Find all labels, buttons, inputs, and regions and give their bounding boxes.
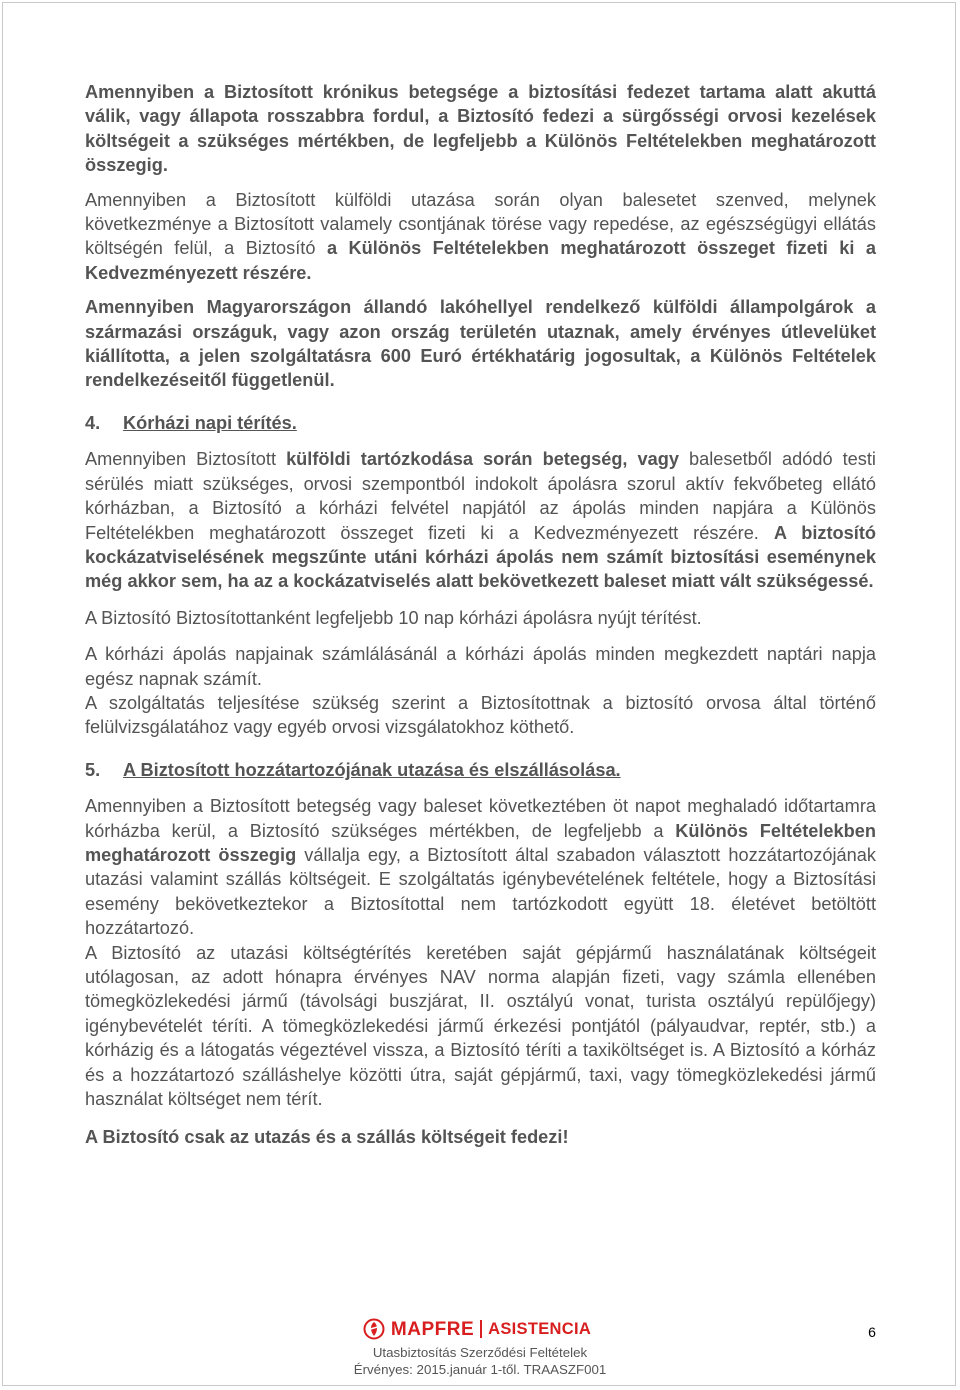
paragraph-hospital-daily-text-b: balesetből adódó testi sérülés miatt szükséges, orvosi szempontból indokolt ápolásra szorul aktív fekvőbeteg ellátó kórházban, a Biztosító a kórházi felvétel napjától az ápolás minden napjára a Különös Feltételékben meghatározott összeget fizeti ki a Kedvezményezett részére.: [85, 449, 876, 543]
mapfre-logo-icon: [363, 1318, 385, 1340]
section-heading-5: [85, 758, 876, 782]
paragraph-bone-fracture-text: Amennyiben a Biztosított külföldi utazása során olyan balesetet szenved, melynek következménye a Biztosított valamely csontjának törése vagy repedése, az egészségügyi ellátás költségén felül, a Biztosító: [85, 189, 876, 259]
paragraph-chronic-illness: Amennyiben a Biztosított krónikus betegsége a biztosítási fedezet tartama alatt akuttá válik, vagy állapota rosszabbra fordul, a Biztosító fedezi a sürgősségi orvosi kezelések költségeit a szükséges mértékben, de legfeljebb a Különös Feltételekben meghatározott összegig.: [85, 82, 876, 176]
brand-subname: ASISTENCIA: [488, 1319, 592, 1338]
paragraph-hospital-daily-text-a: Amennyiben Biztosított: [85, 449, 287, 470]
mapfre-logo: [363, 1318, 591, 1340]
section-number: 5.: [85, 759, 101, 780]
paragraph-day-counting: A kórházi ápolás napjainak számlálásánál a kórházi ápolás minden megkezdett naptári napja egész napnak számít.: [85, 644, 876, 689]
logo-divider: [480, 1320, 482, 1338]
section-title: Kórházi napi térítés.: [123, 412, 297, 433]
paragraph-hospital-daily-bold-b: A biztosító kockázatviselésének megszűnte utáni kórházi ápolás nem számít biztosítási eseménynek még akkor sem, ha az a kockázatviselés alatt bekövetkezett baleset miatt vált szükségessé.: [85, 522, 877, 592]
paragraph-relative-travel-bold: Különös Feltételekben meghatározott összegig: [85, 820, 876, 865]
paragraph-hospital-daily-bold-a: külföldi tartózkodása során betegség, vagy: [286, 449, 679, 470]
page-footer: [0, 1318, 960, 1378]
paragraph-hospital-daily: [85, 447, 876, 593]
paragraph-bone-fracture-bold: a Különös Feltételekben meghatározott összeget fizeti ki a Kedvezményezett részére.: [85, 238, 876, 283]
paragraph-relative-travel-text-a: Amennyiben a Biztosított betegség vagy baleset következtében öt napot meghaladó időtartamra kórházba kerül, a Biztosító szükséges mértékben, de legfeljebb a: [85, 796, 876, 841]
paragraph-service-condition: A szolgáltatás teljesítése szükség szerint a Biztosítottnak a biztosító orvosa által történő felülvizsgálatához vagy egyéb orvosi vizsgálatokhoz köthető.: [85, 692, 876, 738]
section-number: 4.: [85, 412, 101, 433]
page-number: 6: [868, 1324, 876, 1340]
paragraph-max-days: A Biztosító Biztosítottanként legfeljebb 10 nap kórházi ápolásra nyújt térítést.: [85, 607, 702, 628]
footer-validity: Érvényes: 2015.január 1-től. TRAASZF001: [353, 1362, 607, 1377]
paragraph-coverage-note: A Biztosító csak az utazás és a szállás költségeit fedezi!: [85, 1127, 569, 1148]
brand-name: MAPFRE: [390, 1318, 475, 1340]
paragraph-relative-travel-text-b: vállalja egy, a Biztosított által szabadon választott hozzátartozójának utazási valamint szállás költségeit. E szolgáltatás igénybevételének feltétele, hogy a Biztosítási esemény bekövetkeztekor a Biztosítottal nem tartózkodott együtt 18. életévet betöltött hozzátartozó.: [85, 844, 876, 939]
paragraph-foreign-citizens: Amennyiben Magyarországon állandó lakóhellyel rendelkező külföldi állampolgárok a származási országuk, vagy azon ország területén utaznak, amely érvényes útlevelüket kiállította, a jelen szolgáltatásra 600 Euró értékhatárig jogosultak, a Különös Feltételek rendelkezéseitől függetlenül.: [85, 297, 876, 391]
section-heading-4: [85, 411, 876, 435]
paragraph-travel-costs: A Biztosító az utazási költségtérítés keretében saját gépjármű használatának költségeit utólagosan, az adott hónapra érvényes NAV norma alapján fizeti, vagy számla ellenében tömegközlekedési jármű (távolsági buszjárat, II. osztályú vonat, turista osztályú repülőjegy) igénybevételét téríti. A tömegközlekedési jármű érkezési pontjától (pályaudvar, reptér, stb.) a kórházig és a látogatás végeztével vissza, a Biztosító téríti a taxiköltséget is. A Biztosító a kórház és a hozzátartozó szálláshelye közötti útra, saját gépjármű, taxi, vagy tömegközlekedési jármű használat költséget nem térít.: [85, 942, 876, 1110]
document-body: [85, 80, 876, 1150]
paragraph-relative-travel: [85, 794, 876, 940]
section-title: A Biztosított hozzátartozójának utazása és elszállásolása.: [123, 759, 621, 780]
paragraph-bone-fracture: [85, 188, 876, 286]
footer-document-title: Utasbiztosítás Szerződési Feltételek: [372, 1345, 588, 1360]
